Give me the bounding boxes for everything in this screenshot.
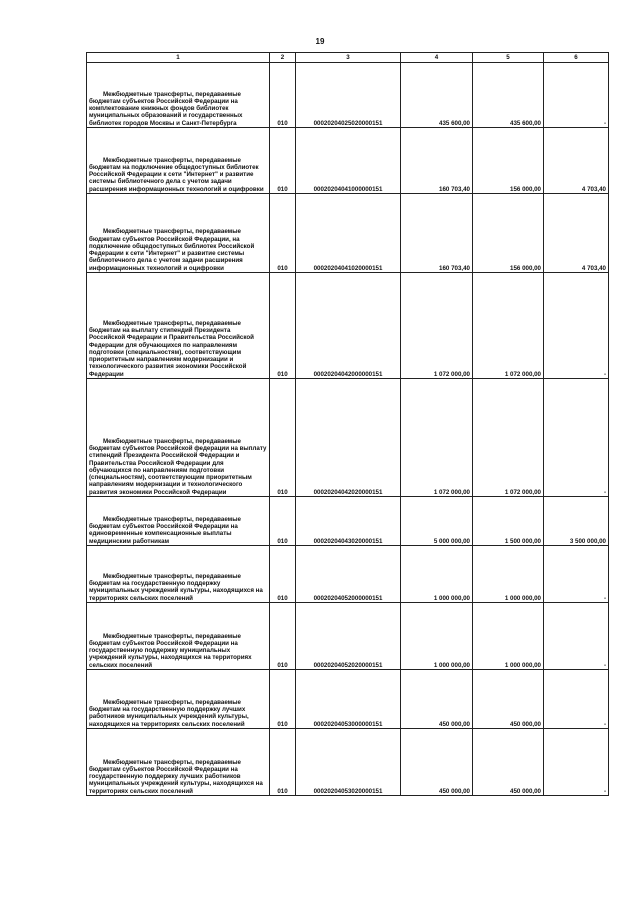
kbk-code-cell: 00020204041020000151 [296,194,401,273]
approved-amount-cell: 160 703,40 [401,194,473,273]
table-row [87,603,609,670]
unexecuted-amount-cell: - [544,603,609,670]
item-name-cell: Межбюджетные трансферты, передаваемые бюджетам субъектов Российской Федерации, на подключение общедоступных библиотек Российской Федерации к сети "Интернет" и развитие системы библиотечного дела с учетом задачи расширения информационных технологий и оцифровки [87,194,270,273]
kbk-code-cell: 00020204052020000151 [296,603,401,670]
executed-amount-cell: 156 000,00 [473,128,544,194]
executed-amount-cell: 1 000 000,00 [473,603,544,670]
unexecuted-amount-cell: 3 500 000,00 [544,497,609,546]
item-name-cell: Межбюджетные трансферты, передаваемые бюджетам на выплату стипендий Президента Российской Федерации и Правительства Российской Федерации для обучающихся по направлениям подготовки (специальностям), соответствующим приоритетным направлениям модернизации и технологического развития экономики Российской Федерации [87,273,270,379]
budget-table [86,52,609,796]
approved-amount-cell: 1 072 000,00 [401,273,473,379]
unexecuted-amount-cell: 4 703,40 [544,194,609,273]
kbk-code-cell: 00020204052000000151 [296,546,401,603]
line-code-cell: 010 [270,194,296,273]
executed-amount-cell: 1 072 000,00 [473,379,544,497]
line-code-cell: 010 [270,729,296,796]
table-row [87,194,609,273]
item-name-cell: Межбюджетные трансферты, передаваемые бюджетам на государственную поддержку лучших работников муниципальных учреждений культуры, находящихся на территориях сельских поселений [87,670,270,729]
approved-amount-cell: 450 000,00 [401,670,473,729]
table-row [87,128,609,194]
item-name-cell: Межбюджетные трансферты, передаваемые бюджетам субъектов Российской Федерации на государственную поддержку лучших работников муниципальных учреждений культуры, находящихся на территориях сельских поселений [87,729,270,796]
page-number: 19 [315,37,325,46]
table-row [87,670,609,729]
unexecuted-amount-cell: 4 703,40 [544,128,609,194]
approved-amount-cell: 1 000 000,00 [401,546,473,603]
item-name-cell: Межбюджетные трансферты, передаваемые бюджетам субъектов Российской Федерации на комплектование книжных фондов библиотек муниципальных образований и государственных библиотек городов Москвы и Санкт-Петербурга [87,63,270,128]
column-header: 2 [270,53,296,63]
line-code-cell: 010 [270,546,296,603]
approved-amount-cell: 5 000 000,00 [401,497,473,546]
executed-amount-cell: 156 000,00 [473,194,544,273]
executed-amount-cell: 450 000,00 [473,729,544,796]
table-row [87,497,609,546]
executed-amount-cell: 450 000,00 [473,670,544,729]
approved-amount-cell: 435 600,00 [401,63,473,128]
table-row [87,379,609,497]
table-row [87,546,609,603]
item-name-cell: Межбюджетные трансферты, передаваемые бюджетам субъектов Российской Федерации на единовременные компенсационные выплаты медицинским работникам [87,497,270,546]
approved-amount-cell: 1 000 000,00 [401,603,473,670]
column-header: 1 [87,53,270,63]
executed-amount-cell: 1 000 000,00 [473,546,544,603]
column-header: 6 [544,53,609,63]
unexecuted-amount-cell: - [544,670,609,729]
approved-amount-cell: 160 703,40 [401,128,473,194]
column-header: 5 [473,53,544,63]
unexecuted-amount-cell: - [544,729,609,796]
kbk-code-cell: 00020204053000000151 [296,670,401,729]
kbk-code-cell: 00020204041000000151 [296,128,401,194]
kbk-code-cell: 00020204043020000151 [296,497,401,546]
line-code-cell: 010 [270,670,296,729]
unexecuted-amount-cell: - [544,63,609,128]
item-name-cell: Межбюджетные трансферты, передаваемые бюджетам субъектов Российской федерации на выплату стипендий Президента Российской Федерации и Правительства Российской Федерации для обучающихся по направлениям подготовки (специальностям), соответствующим приоритетным направлениям модернизации и технологического развития экономики Российской Федерации [87,379,270,497]
kbk-code-cell: 00020204042000000151 [296,273,401,379]
line-code-cell: 010 [270,63,296,128]
executed-amount-cell: 435 600,00 [473,63,544,128]
kbk-code-cell: 00020204053020000151 [296,729,401,796]
column-header: 4 [401,53,473,63]
item-name-cell: Межбюджетные трансферты, передаваемые бюджетам на государственную поддержку муниципальных учреждений культуры, находящихся на территориях сельских поселений [87,546,270,603]
line-code-cell: 010 [270,273,296,379]
line-code-cell: 010 [270,379,296,497]
unexecuted-amount-cell: - [544,379,609,497]
item-name-cell: Межбюджетные трансферты, передаваемые бюджетам субъектов Российской Федерации на государственную поддержку муниципальных учреждений культуры, находящихся на территориях сельских поселений [87,603,270,670]
unexecuted-amount-cell: - [544,546,609,603]
line-code-cell: 010 [270,128,296,194]
table-row [87,729,609,796]
unexecuted-amount-cell: - [544,273,609,379]
executed-amount-cell: 1 072 000,00 [473,273,544,379]
column-number-row [87,53,609,63]
table-row [87,273,609,379]
approved-amount-cell: 450 000,00 [401,729,473,796]
table-row [87,63,609,128]
item-name-cell: Межбюджетные трансферты, передаваемые бюджетам на подключение общедоступных библиотек Российской Федерации к сети "Интернет" и развитие системы библиотечного дела с учетом задачи расширения информационных технологий и оцифровки [87,128,270,194]
kbk-code-cell: 00020204042020000151 [296,379,401,497]
line-code-cell: 010 [270,497,296,546]
line-code-cell: 010 [270,603,296,670]
executed-amount-cell: 1 500 000,00 [473,497,544,546]
column-header: 3 [296,53,401,63]
approved-amount-cell: 1 072 000,00 [401,379,473,497]
kbk-code-cell: 00020204025020000151 [296,63,401,128]
